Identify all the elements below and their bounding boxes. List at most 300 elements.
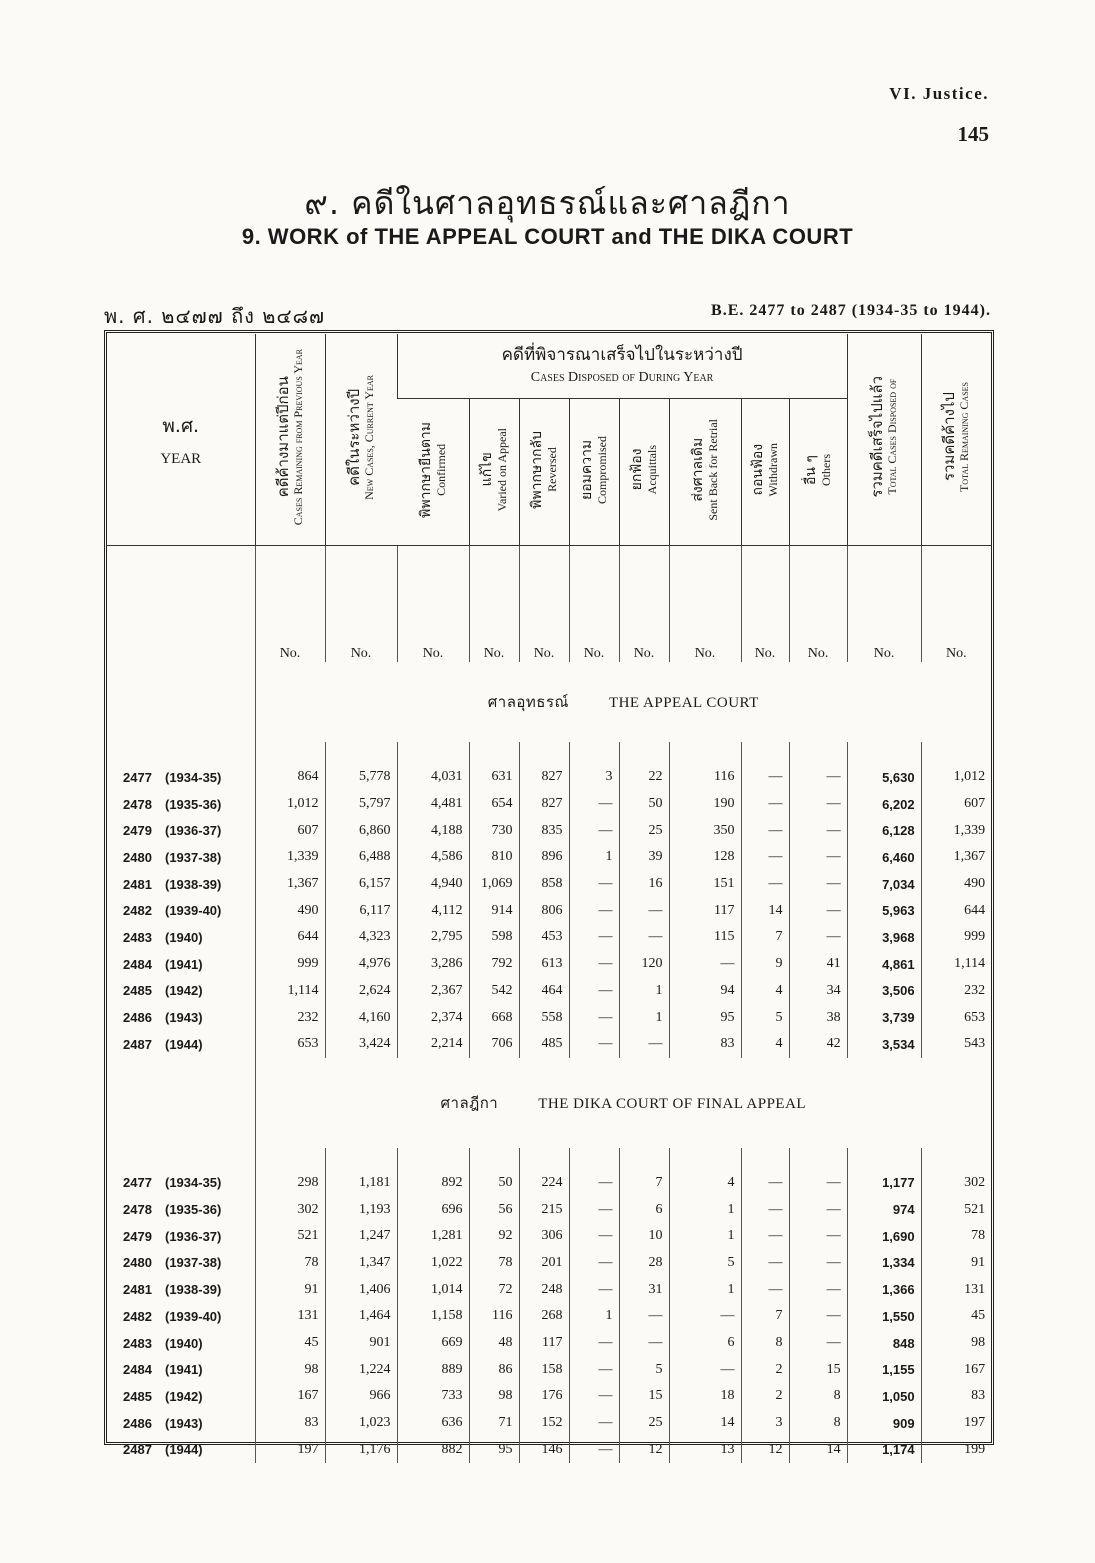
label-th: คดีค้างมาแต่ปีก่อน xyxy=(274,376,292,498)
label-th: แก้ไข xyxy=(479,452,495,487)
value-cell: 34 xyxy=(789,978,847,1005)
year-cell xyxy=(107,764,255,791)
year-be: 2478 xyxy=(123,1202,152,1218)
value-cell: 7 xyxy=(741,1303,789,1330)
value-cell: 1,022 xyxy=(397,1250,469,1277)
value-cell: — xyxy=(569,951,619,978)
section-title-thai: ศาลอุทธรณ์ xyxy=(487,693,569,711)
table-row xyxy=(107,844,991,871)
value-cell: 1,366 xyxy=(847,1276,921,1303)
value-cell: 38 xyxy=(789,1004,847,1031)
value-cell: 521 xyxy=(921,1196,991,1223)
value-cell: 5,778 xyxy=(325,764,397,791)
spacer-cell xyxy=(255,742,325,764)
value-cell: — xyxy=(569,978,619,1005)
value-cell: 1,181 xyxy=(325,1170,397,1197)
value-cell: 146 xyxy=(519,1436,569,1463)
value-cell: 98 xyxy=(255,1356,325,1383)
value-cell: 190 xyxy=(669,791,741,818)
units-row xyxy=(107,546,991,663)
spacer-row xyxy=(107,742,991,764)
value-cell: 1 xyxy=(619,978,669,1005)
section-blank xyxy=(107,1058,255,1148)
value-cell: — xyxy=(669,1356,741,1383)
value-cell: 4,481 xyxy=(397,791,469,818)
unit-label: No. xyxy=(397,546,469,663)
value-cell: 558 xyxy=(519,1004,569,1031)
value-cell: 835 xyxy=(519,817,569,844)
value-cell: 2 xyxy=(741,1356,789,1383)
value-cell: — xyxy=(789,1330,847,1357)
value-cell: 131 xyxy=(921,1276,991,1303)
value-cell: 1,339 xyxy=(255,844,325,871)
value-cell: 7 xyxy=(741,924,789,951)
value-cell: 48 xyxy=(469,1330,519,1357)
value-cell: 41 xyxy=(789,951,847,978)
unit-label: No. xyxy=(921,546,991,663)
value-cell: 4,940 xyxy=(397,871,469,898)
value-cell: 10 xyxy=(619,1223,669,1250)
value-cell: 4 xyxy=(741,1031,789,1058)
value-cell: 892 xyxy=(397,1170,469,1197)
year-cell xyxy=(107,844,255,871)
value-cell: 1,069 xyxy=(469,871,519,898)
value-cell: 14 xyxy=(669,1410,741,1437)
header-confirmed xyxy=(397,399,469,546)
value-cell: 1,347 xyxy=(325,1250,397,1277)
value-cell: — xyxy=(741,1250,789,1277)
value-cell: 131 xyxy=(255,1303,325,1330)
year-be: 2483 xyxy=(123,1335,152,1351)
value-cell: 598 xyxy=(469,924,519,951)
value-cell: 1,114 xyxy=(255,978,325,1005)
value-cell: 733 xyxy=(397,1383,469,1410)
title-english: 9. WORK of THE APPEAL COURT and THE DIKA COURT xyxy=(241,224,854,249)
value-cell: 94 xyxy=(669,978,741,1005)
value-cell: 4,160 xyxy=(325,1004,397,1031)
header-reversed xyxy=(519,399,569,546)
value-cell: 6,460 xyxy=(847,844,921,871)
spacer-cell xyxy=(789,742,847,764)
label-th: รวมคดีเสร็จไปแล้ว xyxy=(868,376,887,498)
value-cell: — xyxy=(789,1170,847,1197)
year-ce: (1938-39) xyxy=(165,1282,222,1298)
label-en: Sent Back for Retrial xyxy=(706,418,720,521)
section-title xyxy=(255,1058,991,1148)
header-others xyxy=(789,399,847,546)
value-cell: 95 xyxy=(669,1004,741,1031)
value-cell: 453 xyxy=(519,924,569,951)
year-be: 2480 xyxy=(123,849,152,865)
year-header xyxy=(107,334,255,546)
value-cell: 1,367 xyxy=(255,871,325,898)
label-th: ถอนฟ้อง xyxy=(750,443,766,496)
value-cell: 896 xyxy=(519,844,569,871)
year-be: 2487 xyxy=(123,1442,152,1458)
value-cell: — xyxy=(569,924,619,951)
section-title-english: THE DIKA COURT OF FINAL APPEAL xyxy=(538,1095,807,1112)
unit-label: No. xyxy=(519,546,569,663)
label-en: New Cases, Current Year xyxy=(362,374,376,500)
value-cell: — xyxy=(569,1196,619,1223)
year-cell xyxy=(107,1196,255,1223)
value-cell: 5 xyxy=(619,1356,669,1383)
value-cell: 490 xyxy=(921,871,991,898)
year-be: 2480 xyxy=(123,1255,152,1271)
year-ce: (1943) xyxy=(165,1415,203,1431)
label-en: Total Remaining Cases xyxy=(957,381,972,493)
value-cell: 827 xyxy=(519,791,569,818)
value-cell: 999 xyxy=(921,924,991,951)
group-label-en: Cases Disposed of During Year xyxy=(530,370,714,385)
value-cell: 6,117 xyxy=(325,897,397,924)
unit-label: No. xyxy=(847,546,921,663)
unit-label: No. xyxy=(325,546,397,663)
value-cell: 232 xyxy=(255,1004,325,1031)
value-cell: 5,963 xyxy=(847,897,921,924)
label-th: ยอมความ xyxy=(579,439,595,500)
value-cell: 1,176 xyxy=(325,1436,397,1463)
section-heading-row xyxy=(107,1058,991,1148)
header-compromised xyxy=(569,399,619,546)
label-en: Compromised xyxy=(595,435,609,504)
value-cell: 889 xyxy=(397,1356,469,1383)
value-cell: 1 xyxy=(669,1276,741,1303)
unit-label: No. xyxy=(469,546,519,663)
spacer-cell xyxy=(789,1148,847,1170)
value-cell: 914 xyxy=(469,897,519,924)
appeal-court-section xyxy=(107,662,991,1058)
value-cell: 158 xyxy=(519,1356,569,1383)
value-cell: 1,158 xyxy=(397,1303,469,1330)
table-row xyxy=(107,1410,991,1437)
spacer-cell xyxy=(397,742,469,764)
label-en: Acquittals xyxy=(645,444,659,495)
value-cell: 6 xyxy=(619,1196,669,1223)
year-cell xyxy=(107,1330,255,1357)
value-cell: 858 xyxy=(519,871,569,898)
spacer-row xyxy=(107,1148,991,1170)
spacer-cell xyxy=(569,1148,619,1170)
table-row xyxy=(107,791,991,818)
value-cell: 3 xyxy=(741,1410,789,1437)
year-be: 2477 xyxy=(123,1175,152,1191)
unit-label: No. xyxy=(255,546,325,663)
unit-label: No. xyxy=(669,546,741,663)
year-ce: (1942) xyxy=(165,983,203,999)
value-cell: 631 xyxy=(469,764,519,791)
value-cell: — xyxy=(789,924,847,951)
value-cell: 4,188 xyxy=(397,817,469,844)
unit-label: No. xyxy=(619,546,669,663)
value-cell: 864 xyxy=(255,764,325,791)
value-cell: 5,630 xyxy=(847,764,921,791)
spacer-cell xyxy=(325,742,397,764)
year-cell xyxy=(107,817,255,844)
value-cell: 5 xyxy=(741,1004,789,1031)
value-cell: 848 xyxy=(847,1330,921,1357)
value-cell: 636 xyxy=(397,1410,469,1437)
spacer-cell xyxy=(107,742,255,764)
value-cell: 485 xyxy=(519,1031,569,1058)
value-cell: — xyxy=(619,1303,669,1330)
value-cell: 117 xyxy=(519,1330,569,1357)
value-cell: 6,128 xyxy=(847,817,921,844)
value-cell: 901 xyxy=(325,1330,397,1357)
header-retrial xyxy=(669,399,741,546)
spacer-cell xyxy=(921,1148,991,1170)
value-cell: 78 xyxy=(255,1250,325,1277)
value-cell: 543 xyxy=(921,1031,991,1058)
value-cell: 83 xyxy=(255,1410,325,1437)
value-cell: 6,157 xyxy=(325,871,397,898)
value-cell: — xyxy=(741,764,789,791)
table-row xyxy=(107,1383,991,1410)
spacer-cell xyxy=(847,742,921,764)
spacer-cell xyxy=(519,742,569,764)
label-en: Total Cases Disposed of xyxy=(885,379,900,495)
table-row xyxy=(107,1330,991,1357)
value-cell: 806 xyxy=(519,897,569,924)
spacer-cell xyxy=(107,1148,255,1170)
table-row xyxy=(107,1031,991,1058)
value-cell: 152 xyxy=(519,1410,569,1437)
year-ce: (1935-36) xyxy=(165,796,222,812)
value-cell: 215 xyxy=(519,1196,569,1223)
label-en: Varied on Appeal xyxy=(495,427,509,512)
unit-blank xyxy=(107,546,255,663)
value-cell: 730 xyxy=(469,817,519,844)
year-cell xyxy=(107,791,255,818)
value-cell: 92 xyxy=(469,1223,519,1250)
value-cell: 268 xyxy=(519,1303,569,1330)
value-cell: 128 xyxy=(669,844,741,871)
year-ce: (1936-37) xyxy=(165,1228,222,1244)
year-be: 2477 xyxy=(123,769,152,785)
value-cell: 3,506 xyxy=(847,978,921,1005)
value-cell: 28 xyxy=(619,1250,669,1277)
value-cell: 8 xyxy=(789,1383,847,1410)
value-cell: 1,014 xyxy=(397,1276,469,1303)
value-cell: 8 xyxy=(741,1330,789,1357)
value-cell: 302 xyxy=(255,1196,325,1223)
value-cell: 1,281 xyxy=(397,1223,469,1250)
year-ce: (1939-40) xyxy=(165,903,222,919)
year-ce: (1941) xyxy=(165,956,203,972)
value-cell: 4,031 xyxy=(397,764,469,791)
value-cell: 232 xyxy=(921,978,991,1005)
table-row xyxy=(107,871,991,898)
value-cell: 6,860 xyxy=(325,817,397,844)
value-cell: 116 xyxy=(669,764,741,791)
value-cell: 25 xyxy=(619,1410,669,1437)
value-cell: 8 xyxy=(789,1410,847,1437)
value-cell: 3,424 xyxy=(325,1031,397,1058)
value-cell: 1 xyxy=(619,1004,669,1031)
value-cell: — xyxy=(789,1303,847,1330)
value-cell: 1,247 xyxy=(325,1223,397,1250)
value-cell: 3,286 xyxy=(397,951,469,978)
value-cell: 1,339 xyxy=(921,817,991,844)
value-cell: 6,202 xyxy=(847,791,921,818)
value-cell: 15 xyxy=(619,1383,669,1410)
spacer-cell xyxy=(619,1148,669,1170)
year-ce: (1937-38) xyxy=(165,849,222,865)
value-cell: 1 xyxy=(569,1303,619,1330)
header-total-disposed xyxy=(847,334,921,546)
label-th: พิพากษากลับ xyxy=(529,430,545,509)
table-row xyxy=(107,1196,991,1223)
year-be: 2484 xyxy=(123,956,152,972)
value-cell: 9 xyxy=(741,951,789,978)
value-cell: 607 xyxy=(921,791,991,818)
year-be: 2479 xyxy=(123,823,152,839)
value-cell: 909 xyxy=(847,1410,921,1437)
table-row xyxy=(107,951,991,978)
year-ce: (1944) xyxy=(165,1442,203,1458)
header-varied xyxy=(469,399,519,546)
spacer-cell xyxy=(469,742,519,764)
value-cell: 4 xyxy=(741,978,789,1005)
value-cell: 653 xyxy=(255,1031,325,1058)
header-disposed-group xyxy=(397,334,847,399)
value-cell: 14 xyxy=(789,1436,847,1463)
value-cell: 607 xyxy=(255,817,325,844)
value-cell: 4,861 xyxy=(847,951,921,978)
value-cell: 668 xyxy=(469,1004,519,1031)
value-cell: — xyxy=(569,1170,619,1197)
year-ce: (1940) xyxy=(165,929,203,945)
value-cell: 3,739 xyxy=(847,1004,921,1031)
value-cell: 50 xyxy=(469,1170,519,1197)
value-cell: 4,976 xyxy=(325,951,397,978)
spacer-cell xyxy=(669,742,741,764)
value-cell: 71 xyxy=(469,1410,519,1437)
value-cell: — xyxy=(741,791,789,818)
value-cell: 15 xyxy=(789,1356,847,1383)
unit-label: No. xyxy=(569,546,619,663)
value-cell: 1,177 xyxy=(847,1170,921,1197)
year-cell xyxy=(107,951,255,978)
table-row xyxy=(107,1276,991,1303)
value-cell: 1,012 xyxy=(921,764,991,791)
unit-label: No. xyxy=(789,546,847,663)
value-cell: — xyxy=(741,1276,789,1303)
label-th: ส่งศาลเดิม xyxy=(690,437,706,502)
value-cell: — xyxy=(789,817,847,844)
value-cell: 22 xyxy=(619,764,669,791)
value-cell: — xyxy=(741,1196,789,1223)
spacer-cell xyxy=(741,742,789,764)
group-label-th: คดีที่พิจารณาเสร็จไปในระหว่างปี xyxy=(501,345,743,365)
value-cell: 490 xyxy=(255,897,325,924)
year-header-thai: พ.ศ. xyxy=(162,415,200,437)
value-cell: 45 xyxy=(255,1330,325,1357)
year-header-english: YEAR xyxy=(160,451,202,467)
value-cell: 1,023 xyxy=(325,1410,397,1437)
table-row xyxy=(107,1436,991,1463)
value-cell: 176 xyxy=(519,1383,569,1410)
value-cell: 5 xyxy=(669,1250,741,1277)
value-cell: — xyxy=(789,1276,847,1303)
label-en: Reversed xyxy=(545,447,559,492)
value-cell: — xyxy=(569,1330,619,1357)
table-row xyxy=(107,978,991,1005)
value-cell: 3,968 xyxy=(847,924,921,951)
value-cell: 86 xyxy=(469,1356,519,1383)
year-ce: (1942) xyxy=(165,1388,203,1404)
year-cell xyxy=(107,1170,255,1197)
header-total-remaining xyxy=(921,334,991,546)
value-cell: 120 xyxy=(619,951,669,978)
section-heading-row xyxy=(107,662,991,742)
value-cell: 1,155 xyxy=(847,1356,921,1383)
value-cell: 16 xyxy=(619,871,669,898)
period-thai: พ. ศ. ๒๔๗๗ ถึง ๒๔๘๗ xyxy=(104,304,326,328)
year-cell xyxy=(107,1303,255,1330)
value-cell: 1,334 xyxy=(847,1250,921,1277)
value-cell: 4 xyxy=(669,1170,741,1197)
year-ce: (1935-36) xyxy=(165,1202,222,1218)
value-cell: 706 xyxy=(469,1031,519,1058)
value-cell: 1,367 xyxy=(921,844,991,871)
value-cell: — xyxy=(789,764,847,791)
value-cell: 78 xyxy=(469,1250,519,1277)
section-title xyxy=(255,662,991,742)
value-cell: — xyxy=(569,871,619,898)
spacer-cell xyxy=(847,1148,921,1170)
value-cell: 613 xyxy=(519,951,569,978)
value-cell: 2,795 xyxy=(397,924,469,951)
year-ce: (1934-35) xyxy=(165,1175,222,1191)
period-english: B.E. 2477 to 2487 (1934-35 to 1944). xyxy=(711,302,991,319)
value-cell: — xyxy=(741,871,789,898)
year-cell xyxy=(107,871,255,898)
value-cell: — xyxy=(569,1004,619,1031)
value-cell: 167 xyxy=(921,1356,991,1383)
table-row xyxy=(107,1223,991,1250)
value-cell: 31 xyxy=(619,1276,669,1303)
value-cell: 1,193 xyxy=(325,1196,397,1223)
value-cell: 115 xyxy=(669,924,741,951)
value-cell: — xyxy=(741,1170,789,1197)
value-cell: 91 xyxy=(255,1276,325,1303)
value-cell: 4,586 xyxy=(397,844,469,871)
header-remaining-prev xyxy=(255,334,325,546)
spacer-cell xyxy=(569,742,619,764)
value-cell: — xyxy=(741,844,789,871)
value-cell: 2,367 xyxy=(397,978,469,1005)
spacer-cell xyxy=(255,1148,325,1170)
value-cell: — xyxy=(569,1031,619,1058)
value-cell: — xyxy=(619,897,669,924)
value-cell: 199 xyxy=(921,1436,991,1463)
spacer-cell xyxy=(619,742,669,764)
header-acquittals xyxy=(619,399,669,546)
year-cell xyxy=(107,978,255,1005)
value-cell: 50 xyxy=(619,791,669,818)
year-cell xyxy=(107,1004,255,1031)
value-cell: — xyxy=(669,1303,741,1330)
year-cell xyxy=(107,1356,255,1383)
year-be: 2478 xyxy=(123,796,152,812)
value-cell: 1,012 xyxy=(255,791,325,818)
year-cell xyxy=(107,1276,255,1303)
value-cell: 201 xyxy=(519,1250,569,1277)
year-cell xyxy=(107,1436,255,1463)
value-cell: 1,690 xyxy=(847,1223,921,1250)
year-ce: (1938-39) xyxy=(165,876,222,892)
